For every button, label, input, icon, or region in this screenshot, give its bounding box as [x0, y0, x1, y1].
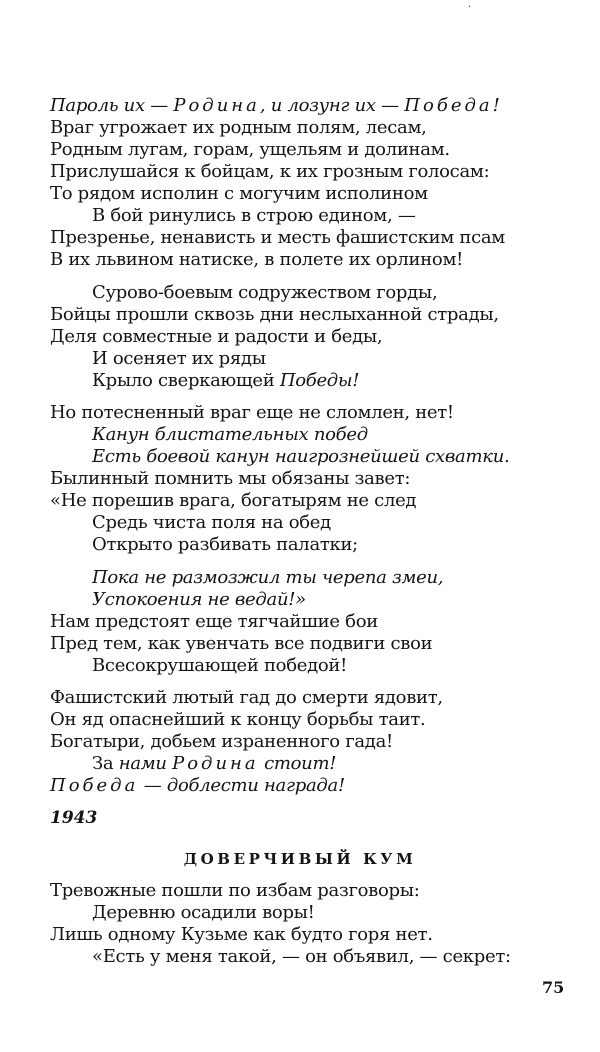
poem-line: Средь чиста поля на обед: [92, 512, 331, 533]
poem-line: Презренье, ненависть и месть фашистским псам: [50, 227, 506, 248]
poem-line: [92, 370, 359, 392]
poem-line: Враг угрожает их родным полям, лесам,: [50, 117, 427, 138]
poem-line: Он яд опаснейший к концу борьбы таит.: [50, 709, 426, 730]
poem-line: [50, 775, 345, 797]
text-fragment: !: [492, 95, 500, 116]
text-fragment: За: [92, 753, 119, 774]
poem-line: Сурово-боевым содружеством горды,: [92, 282, 438, 303]
poem-line: Канун блистательных побед: [92, 424, 368, 445]
text-fragment: Пароль их —: [50, 95, 174, 116]
italic-word: нами: [118, 753, 173, 774]
poem-line: Фашистский лютый гад до смерти ядовит,: [50, 687, 443, 708]
poem-line: Тревожные пошли по избам разговоры:: [50, 880, 420, 901]
poem-line: То рядом исполин с могучим исполином: [50, 183, 428, 204]
poem-line: «Есть у меня такой, — он объявил, — секрет:: [92, 946, 511, 967]
italic-word: стоит!: [258, 753, 337, 774]
poem-line: Лишь одному Кузьме как будто горя нет.: [50, 924, 433, 945]
poem-line: И осеняет их ряды: [92, 348, 266, 369]
poem-line: Есть боевой канун наигрознейшей схватки.: [92, 446, 510, 467]
poem-line: Родным лугам, горам, ущельям и долинам.: [50, 139, 450, 160]
poem-line: Богатыри, добьем израненного гада!: [50, 731, 393, 752]
poem-line: Пред тем, как увенчать все подвиги свои: [50, 633, 433, 654]
page-number: 75: [542, 978, 565, 997]
spaced-word: Победа: [50, 775, 139, 796]
spaced-word: Родина: [173, 95, 260, 116]
poem-line: Успокоения не ведай!»: [92, 589, 306, 610]
poem-line: «Не порешив врага, богатырям не след: [50, 490, 417, 511]
poem-title: ДОВЕРЧИВЫЙ КУМ: [183, 850, 417, 868]
poem-line: В бой ринулись в строю едином, —: [92, 205, 416, 226]
italic-word: Победы!: [279, 370, 360, 391]
poem-line: В их львином натиске, в полете их орлином!: [50, 249, 464, 270]
poem-line: Нам предстоят еще тягчайшие бои: [50, 611, 378, 632]
poem-line: Прислушайся к бойцам, к их грозным голосам:: [50, 161, 490, 182]
spaced-word: Родина: [172, 753, 259, 774]
poem-line: Пока не размозжил ты черепа змеи,: [92, 567, 444, 588]
text-fragment: Крыло сверкающей: [92, 370, 280, 391]
poem-line: Всесокрушающей победой!: [92, 655, 348, 676]
poem-year: 1943: [50, 808, 98, 828]
poem-line: Открыто разбивать палатки;: [92, 534, 358, 555]
poem-line: Былинный помнить мы обязаны завет:: [50, 468, 411, 489]
corner-mark: ·: [468, 2, 472, 13]
poem-line: Но потесненный враг еще не сломлен, нет!: [50, 402, 454, 423]
spaced-word: Победа: [404, 95, 493, 116]
text-fragment: , и лозунг их —: [259, 95, 405, 116]
poem-line: [92, 753, 336, 775]
poem-line: [50, 95, 500, 117]
poem-line: Бойцы прошли сквозь дни неслыханной страды,: [50, 304, 499, 325]
text-fragment: — доблести награда!: [138, 775, 345, 796]
poem-line: Деля совместные и радости и беды,: [50, 326, 383, 347]
poem-line: Деревню осадили воры!: [92, 902, 315, 923]
